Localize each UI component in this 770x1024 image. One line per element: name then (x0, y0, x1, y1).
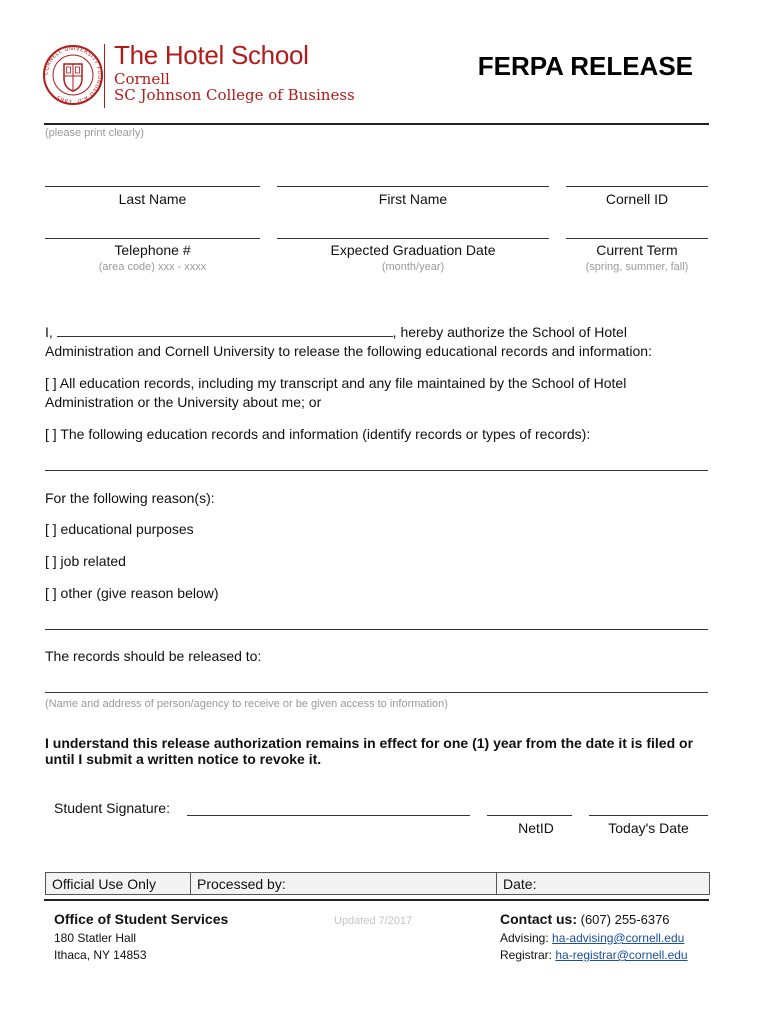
cornell-id-label: Cornell ID (605, 191, 669, 207)
cornell-seal-logo (42, 44, 104, 106)
cornell-id-line[interactable] (566, 186, 708, 187)
other-reason-line[interactable] (45, 629, 708, 630)
office-address-1: 180 Statler Hall (54, 931, 137, 945)
seal-text: CORNELL UNIVERSITY FOUNDED A.D. 1865 (43, 45, 103, 105)
registrar-label: Registrar: (500, 948, 553, 962)
first-name-line[interactable] (277, 186, 549, 187)
logo-divider (104, 44, 105, 108)
option-all-records-line-2: Administration or the University about me; or (45, 394, 322, 410)
graduation-date-label: Expected Graduation Date (330, 242, 496, 258)
release-to-hint: (Name and address of person/agency to receive or be given access to information) (45, 698, 448, 710)
reason-other-checkbox[interactable]: [ ] other (give reason below) (45, 585, 219, 601)
first-name-label: First Name (378, 191, 448, 207)
official-use-box (45, 872, 710, 895)
school-name: The Hotel School (114, 40, 309, 70)
telephone-line[interactable] (45, 238, 260, 239)
current-term-line[interactable] (566, 238, 708, 239)
telephone-label: Telephone # (114, 242, 191, 258)
college-name: SC Johnson College of Business (114, 86, 355, 104)
todays-date-label: Today's Date (608, 820, 689, 836)
graduation-date-hint: (month/year) (381, 261, 445, 273)
last-name-line[interactable] (45, 186, 260, 187)
current-term-label: Current Term (596, 242, 678, 258)
advising-label: Advising: (500, 931, 549, 945)
reason-educational-checkbox[interactable]: [ ] educational purposes (45, 521, 194, 537)
form-title: FERPA RELEASE (477, 51, 693, 81)
header-rule (44, 123, 709, 125)
understand-line-2: until I submit a written notice to revoke it. (45, 751, 322, 767)
official-use-cell: Official Use Only (46, 873, 191, 894)
authorize-suffix: , hereby authorize the School of Hotel (392, 324, 627, 340)
telephone-hint: (area code) xxx - xxxx (98, 261, 207, 273)
office-address-2: Ithaca, NY 14853 (54, 948, 147, 962)
current-term-hint: (spring, summer, fall) (585, 261, 689, 273)
reasons-heading: For the following reason(s): (45, 490, 215, 506)
advising-email-link[interactable]: ha-advising@cornell.edu (552, 931, 685, 945)
student-signature-label: Student Signature: (54, 800, 170, 816)
advising-line (500, 930, 684, 947)
authorize-prefix: I, (45, 324, 53, 340)
authorize-line-1 (45, 323, 710, 342)
release-to-line[interactable] (45, 692, 708, 693)
footer-rule (44, 899, 709, 901)
reason-job-checkbox[interactable]: [ ] job related (45, 553, 126, 569)
updated-date: Updated 7/2017 (334, 915, 413, 927)
contact-phone: (607) 255-6376 (580, 912, 670, 927)
records-detail-line[interactable] (45, 470, 708, 471)
registrar-email-link[interactable]: ha-registrar@cornell.edu (555, 948, 688, 962)
option-all-records-line-1[interactable]: [ ] All education records, including my transcript and any file maintained by the School of Hotel (45, 375, 627, 391)
todays-date-line[interactable] (589, 815, 708, 816)
authorizer-name-blank[interactable] (57, 323, 393, 337)
netid-label: NetID (518, 820, 554, 836)
authorize-line-2: Administration and Cornell University to release the following educational records and information: (45, 343, 652, 359)
print-clearly-note: (please print clearly) (45, 127, 145, 139)
office-name: Office of Student Services (54, 911, 229, 927)
cornell-wordmark: Cornell (114, 70, 170, 88)
registrar-line (500, 947, 688, 964)
release-to-label: The records should be released to: (45, 648, 262, 664)
graduation-date-line[interactable] (277, 238, 549, 239)
contact-label: Contact us: (500, 911, 577, 927)
netid-line[interactable] (487, 815, 572, 816)
understand-line-1: I understand this release authorization remains in effect for one (1) year from the date it is filed or (45, 735, 694, 751)
official-date-cell[interactable]: Date: (503, 876, 537, 892)
contact-line (500, 911, 670, 927)
last-name-label: Last Name (118, 191, 187, 207)
student-signature-line[interactable] (187, 815, 470, 816)
option-following-records[interactable]: [ ] The following education records and information (identify records or types of records): (45, 426, 591, 442)
processed-by-cell[interactable]: Processed by: (191, 873, 497, 894)
